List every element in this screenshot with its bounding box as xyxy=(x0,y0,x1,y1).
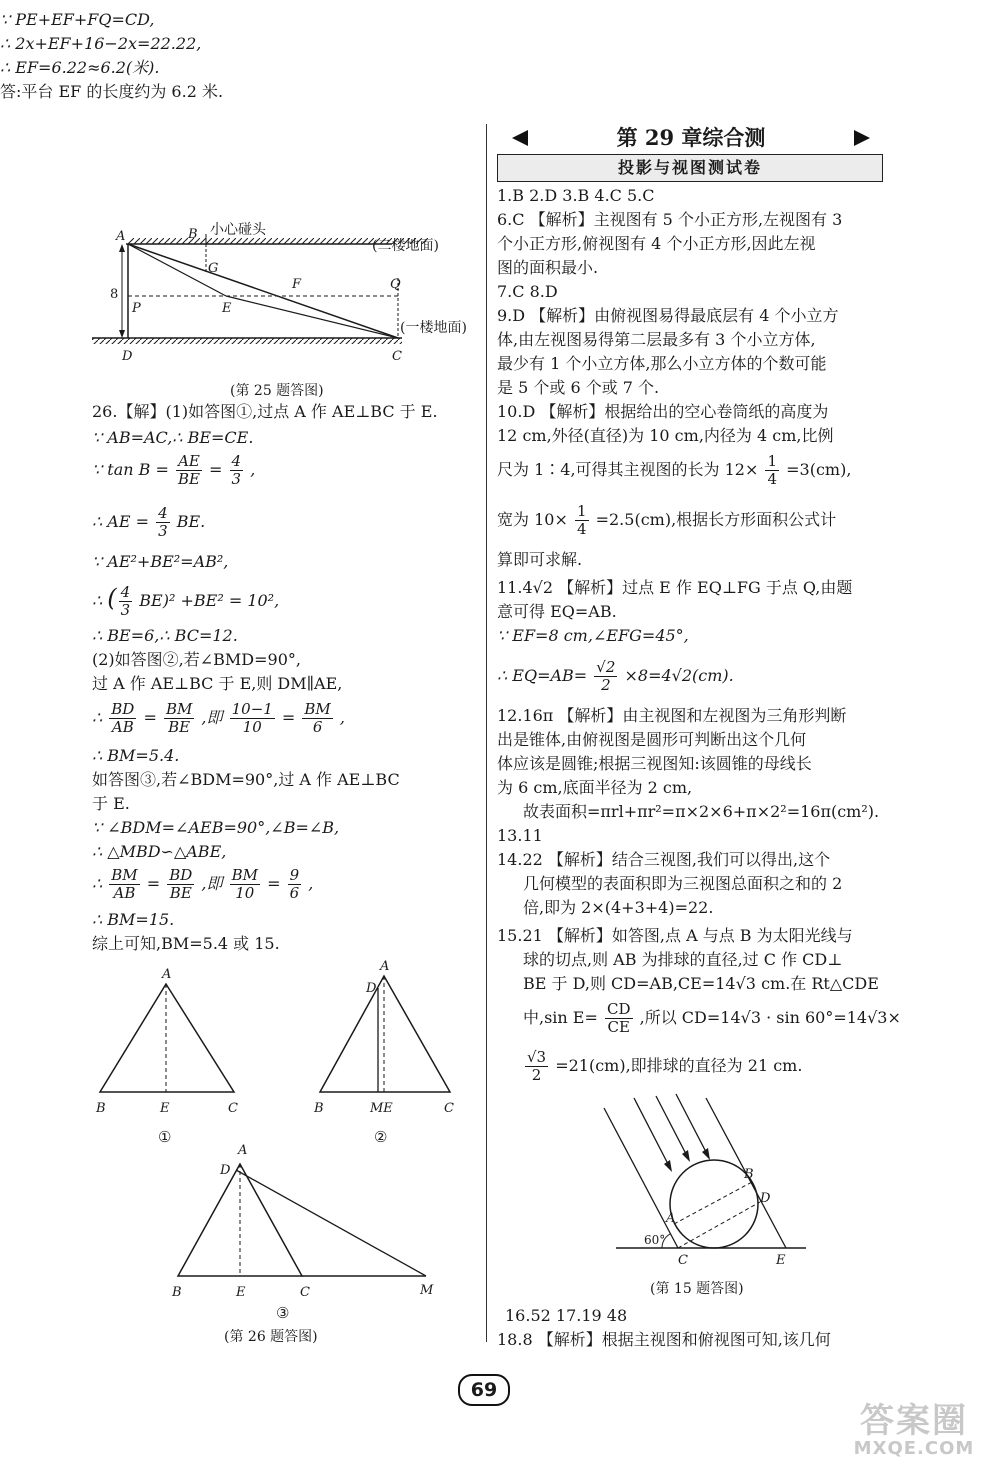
text-line: 个小正方形,俯视图有 4 个小正方形,因此左视 xyxy=(497,234,816,253)
label-A: A xyxy=(666,1211,676,1226)
text-line: 9.D 【解析】由俯视图易得最底层有 4 个小立方 xyxy=(497,306,839,325)
label-F: F xyxy=(292,277,302,292)
chapter-title: 第 29 章综合测 xyxy=(616,125,766,150)
text-line: ∵ EF=8 cm,∠EFG=45°, xyxy=(497,626,689,645)
height-label: 8 xyxy=(110,287,119,302)
text-line: ∴ BM=5.4. xyxy=(92,746,180,765)
text-line: 过 A 作 AE⊥BC 于 E,则 DM∥AE, xyxy=(92,674,343,693)
label-C: C xyxy=(228,1101,238,1116)
label-C: C xyxy=(678,1253,688,1268)
text-line: 为 6 cm,底面半径为 2 cm, xyxy=(497,778,693,797)
floor1-label: (一楼地面) xyxy=(400,320,467,336)
watermark-logo xyxy=(852,1402,976,1462)
label-P: P xyxy=(132,301,141,316)
figure-26-3 xyxy=(170,1140,440,1330)
text-line: 12 cm,外径(直径)为 10 cm,内径为 4 cm,比例 xyxy=(497,426,834,445)
chapter-header xyxy=(500,124,882,152)
text-line: 13.11 xyxy=(497,826,543,845)
text-line: 于 E. xyxy=(92,794,130,813)
column-divider xyxy=(486,124,487,1342)
text-line: BE 于 D,则 CD=AB,CE=14√3 cm.在 Rt△CDE xyxy=(523,974,879,993)
label-B: B xyxy=(314,1101,324,1116)
figure-number: ③ xyxy=(276,1304,290,1322)
label-C: C xyxy=(444,1101,454,1116)
text-line: 12.16π 【解析】由主视图和左视图为三角形判断 xyxy=(497,706,847,725)
label-C: C xyxy=(300,1285,310,1300)
text-line: 几何模型的表面积即为三视图总面积之和的 2 xyxy=(523,874,843,893)
math-line: ∴ ( $\frac{4}{3}$ BE)² +BE² = 10², xyxy=(92,583,280,619)
text-line: 体应该是圆锥;根据三视图知:该圆锥的母线长 xyxy=(497,754,812,773)
math-line: ∴ EQ=AB= $\frac{√2}{2}$ ×8=4√2(cm). xyxy=(497,658,734,694)
text-line: 6.C 【解析】主视图有 5 个小正方形,左视图有 3 xyxy=(497,210,843,229)
figure-26-2 xyxy=(310,958,470,1148)
text-line: 7.C 8.D xyxy=(497,282,558,301)
text-line: 18.8 【解析】根据主视图和俯视图可知,该几何 xyxy=(497,1330,831,1349)
label-D: D xyxy=(220,1163,231,1178)
text-line: 11.4√2 【解析】过点 E 作 EQ⊥FG 于点 Q,由题 xyxy=(497,578,853,597)
text-line: 图的面积最小. xyxy=(497,258,599,277)
label-ME: ME xyxy=(370,1101,393,1116)
label-A: A xyxy=(116,229,126,244)
label-A: A xyxy=(238,1143,248,1158)
label-E: E xyxy=(776,1253,786,1268)
math-line: ∴ $\frac{BD}{AB}$ = $\frac{BM}{BE}$ ,即 $\frac{10-1}{10}$ = $\frac{BM}{6}$ , xyxy=(92,700,345,736)
label-C: C xyxy=(392,349,402,364)
text-line: ∵ AE²+BE²=AB², xyxy=(92,552,229,571)
text-line: 26.【解】(1)如答图①,过点 A 作 AE⊥BC 于 E. xyxy=(92,402,438,421)
figure-15-diagram xyxy=(610,1094,810,1274)
right-arrow-icon xyxy=(854,130,870,146)
label-G: G xyxy=(208,261,219,276)
text-line: 综上可知,BM=5.4 或 15. xyxy=(92,934,280,953)
figure-number: ① xyxy=(158,1128,172,1146)
text-line: 故表面积=πrl+πr²=π×2×6+π×2²=16π(cm²). xyxy=(523,802,880,821)
text-line: ∵ ∠BDM=∠AEB=90°,∠B=∠B, xyxy=(92,818,340,837)
label-M: M xyxy=(420,1283,434,1298)
label-A: A xyxy=(380,959,390,974)
text-line: ∴ 2x+EF+16−2x=22.22, xyxy=(0,34,202,53)
text-line: 16.52 17.19 48 xyxy=(505,1306,628,1325)
label-D: D xyxy=(760,1191,771,1206)
figure-caption: (第 25 题答图) xyxy=(230,383,324,399)
text-line: ∴ BM=15. xyxy=(92,910,175,929)
floor2-label: (二楼地面) xyxy=(372,238,439,254)
text-line: 14.22 【解析】结合三视图,我们可以得出,这个 xyxy=(497,850,831,869)
math-line: ∴ $\frac{BM}{AB}$ = $\frac{BD}{BE}$ ,即 $\frac{BM}{10}$ = $\frac{9}{6}$ , xyxy=(92,866,314,902)
label-A: A xyxy=(162,967,172,982)
figure-caption: (第 15 题答图) xyxy=(650,1281,744,1297)
section-subtitle: 投影与视图测试卷 xyxy=(497,154,883,182)
text-line: ∴ BE=6,∴ BC=12. xyxy=(92,626,238,645)
text-line: ∴ △MBD∽△ABE, xyxy=(92,842,227,861)
label-E: E xyxy=(236,1285,246,1300)
label-D: D xyxy=(122,349,133,364)
figure-26-1 xyxy=(92,962,252,1147)
page-number: 69 xyxy=(458,1374,510,1406)
label-B: B xyxy=(744,1167,754,1182)
label-B: B xyxy=(188,227,198,242)
label-Q: Q xyxy=(390,277,401,292)
text-line: 球的切点,则 AB 为排球的直径,过 C 作 CD⊥ xyxy=(523,950,843,969)
label-D: D xyxy=(366,981,377,996)
label-B: B xyxy=(96,1101,106,1116)
text-line: 如答图③,若∠BDM=90°,过 A 作 AE⊥BC xyxy=(92,770,400,789)
watermark-url: MXQE.COM xyxy=(853,1438,975,1459)
figure-number: ② xyxy=(374,1128,388,1146)
math-line: $\frac{√3}{2}$ =21(cm),即排球的直径为 21 cm. xyxy=(527,1048,803,1084)
math-line: 宽为 10× $\frac{1}{4}$ =2.5(cm),根据长方形面积公式计 xyxy=(497,502,837,538)
label-B: B xyxy=(172,1285,182,1300)
text-line: 出是锥体,由俯视图是圆形可判断出这个几何 xyxy=(497,730,807,749)
text-line: 算即可求解. xyxy=(497,550,583,569)
label-E: E xyxy=(160,1101,170,1116)
figure-caption: (第 26 题答图) xyxy=(224,1329,318,1345)
text-line: 1.B 2.D 3.B 4.C 5.C xyxy=(497,186,655,205)
label-E: E xyxy=(222,301,232,316)
text-line: 倍,即为 2×(4+3+4)=22. xyxy=(523,898,714,917)
math-line: 中,sin E= $\frac{CD}{CE}$ ,所以 CD=14√3 · sin 60°=14√3× xyxy=(523,1000,901,1036)
figure-25-diagram xyxy=(92,222,477,366)
note-text: 小心碰头 xyxy=(210,222,266,238)
text-line: 最少有 1 个小立方体,那么小立方体的个数可能 xyxy=(497,354,827,373)
watermark-text: 答案圈 xyxy=(860,1401,968,1441)
math-line: 尺为 1∶4,可得其主视图的长为 12× $\frac{1}{4}$ =3(cm), xyxy=(497,452,852,488)
text-line: 体,由左视图易得第二层最多有 3 个小立方体, xyxy=(497,330,816,349)
text-line: 10.D 【解析】根据给出的空心卷筒纸的高度为 xyxy=(497,402,829,421)
math-line: ∴ AE = $\frac{4}{3}$ BE. xyxy=(92,504,206,540)
math-line: ∵ tan B = $\frac{AE}{BE}$ = $\frac{4}{3}$ , xyxy=(92,452,256,488)
text-line: 15.21 【解析】如答图,点 A 与点 B 为太阳光线与 xyxy=(497,926,853,945)
text-line: ∵ PE+EF+FQ=CD, xyxy=(0,10,155,29)
angle-label: 60° xyxy=(644,1233,666,1247)
text-line: ∴ EF=6.22≈6.2(米). xyxy=(0,58,160,77)
text-line: ∵ AB=AC,∴ BE=CE. xyxy=(92,428,254,447)
text-line: 是 5 个或 6 个或 7 个. xyxy=(497,378,660,397)
text-line: 意可得 EQ=AB. xyxy=(497,602,617,621)
text-line: (2)如答图②,若∠BMD=90°, xyxy=(92,650,301,669)
text-line: 答:平台 EF 的长度约为 6.2 米. xyxy=(0,82,224,101)
